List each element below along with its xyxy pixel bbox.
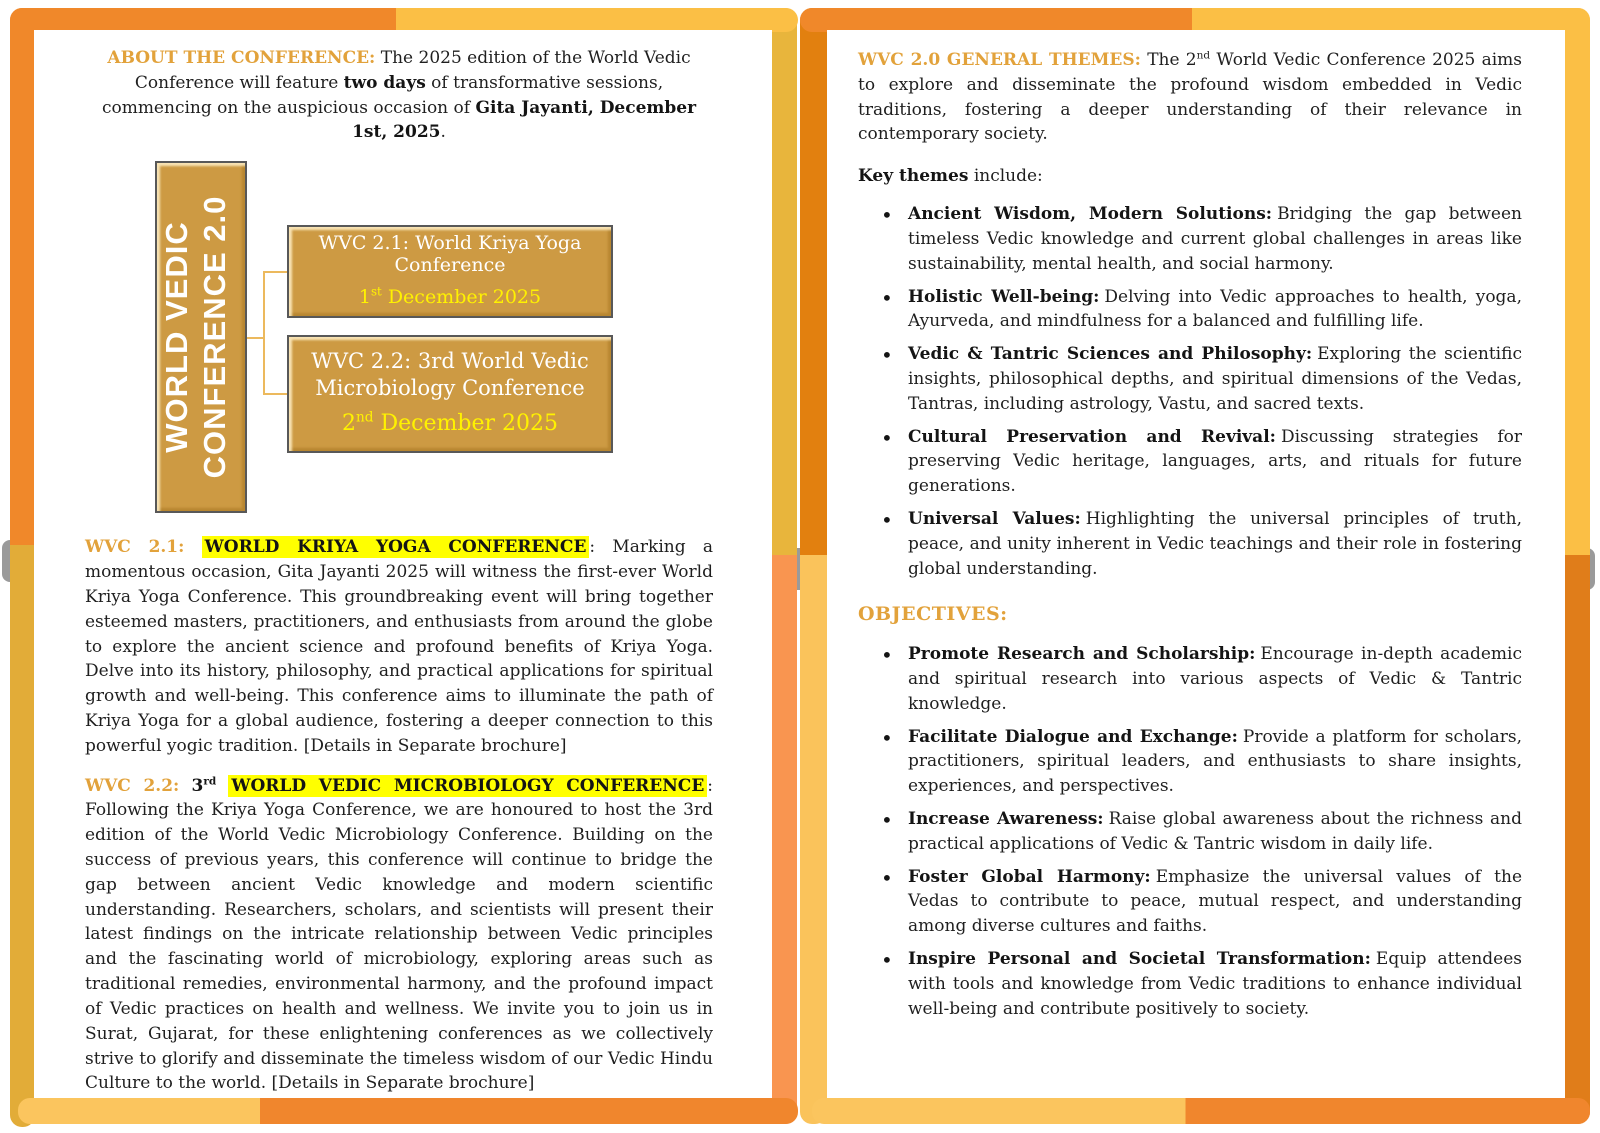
objective-body: Provide a platform for scholars, practitioners, spiritual leaders, and enthusiasts to share insights, experiences, and perspectives. [908,726,1522,797]
objective-body: Encourage in-depth academic and spiritual research into various aspects of Vedic & Tantric knowledge. [908,644,1522,714]
wvc21-section-label: WVC 2.1: [85,537,185,558]
key-themes-rest: include: [968,166,1043,187]
objective-body: Raise global awareness about the richness and practical applications of Vedic & Tantric wisdom in daily life. [908,809,1522,854]
general-themes-text-1: The 2 [1140,50,1197,70]
page1-frame-right-bar [772,8,797,1124]
theme-list-item [908,425,1522,499]
conference-structure-diagram [85,161,713,517]
objective-title: Foster Global Harmony: [908,866,1151,887]
about-text-1: The 2025 edition of the World Vedic Conference will feature [134,48,691,93]
general-themes-text-2: World Vedic Conference 2025 aims to explore and disseminate the profound wisdom embedded in Vedic traditions, fostering a deeper understanding of their relevance in contemporary society. [858,50,1523,145]
theme-list-item [908,342,1522,416]
objective-list-item [908,947,1522,1021]
objective-list-item [908,725,1522,799]
theme-title: Universal Values: [908,509,1081,529]
wvc21-section-paragraph [85,535,713,758]
general-themes-paragraph [858,48,1522,147]
objective-title: Increase Awareness: [908,809,1104,830]
wvc21-highlighted-title: WORLD KRIYA YOGA CONFERENCE [202,536,590,558]
diagram-connector-branch1 [264,271,288,273]
about-bold-gita-jayanti: Gita Jayanti, December 1st, 2025 [352,97,697,143]
wvc21-section-body: : Marking a momentous occasion, Gita Jayanti 2025 will witness the first-ever World Kriya Yoga Conference. This groundbreaking event will bring together esteemed masters, practitioners, and enthusiasts from around the globe to explore the ancient science and profound benefits of Kriya Yoga. Delve into its history, philosophy, and practical applications for spiritual growth and well-being. This conference aims to illuminate the path of Kriya Yoga for a global audience, fostering a deeper connection to this powerful yogic tradition. [Details in Separate brochure] [85,537,713,756]
general-themes-ordinal: nd [1196,49,1211,62]
about-text-2: of transformative sessions, commencing on the auspicious occasion of [101,72,664,118]
objective-body: Emphasize the universal values of the Vedas to contribute to peace, mutual respect, and understanding among diverse cultures and faiths. [908,866,1523,937]
theme-body: Highlighting the universal principles of truth, peace, and unity inherent in Vedic teachings and their role in fostering global understanding. [908,509,1522,579]
diagram-branch-box-wvc21 [287,225,613,318]
page1-frame-top-bar [10,8,798,32]
page2-frame-left-bar [800,8,827,1124]
key-themes-bold: Key themes [858,166,969,187]
objective-body: Equip attendees with tools and knowledge from Vedic traditions to enhance individual well-being and contribute positively to society. [908,949,1522,1019]
diagram-branch-box-wvc22 [287,335,613,453]
wvc22-edition-number: 3rd [191,774,217,796]
page1-frame-bottom-bar [18,1098,798,1124]
wvc21-box-title: WVC 2.1: World Kriya Yoga Conference [318,231,582,277]
diagram-root-label [158,161,244,513]
wvc22-section-paragraph [85,774,713,1097]
key-themes-line [858,164,1522,189]
objectives-list [858,642,1522,1021]
theme-list-item [908,285,1522,335]
objective-list-item [908,807,1522,857]
objective-title: Inspire Personal and Societal Transformation: [908,949,1371,970]
about-bold-two-days: two days [343,72,426,93]
objective-list-item [908,642,1522,716]
theme-title: Ancient Wisdom, Modern Solutions: [908,204,1273,225]
wvc22-box-date: 2nd December 2025 [342,409,558,436]
theme-body: Bridging the gap between timeless Vedic knowledge and current global challenges in areas like sustainability, mental health, and social harmony. [908,204,1522,274]
page1-content [85,46,713,1096]
theme-list-item [908,202,1522,276]
theme-body: Delving into Vedic approaches to health, yoga, Ayurveda, and mindfulness for a balanced and fulfilling life. [908,286,1522,332]
objective-list-item [908,865,1522,939]
diagram-connector-branch2 [264,393,288,395]
wvc22-section-body: : Following the Kriya Yoga Conference, we are honoured to host the 3rd edition of the World Vedic Microbiology Conference. Building on the success of previous years, this conference will continue to bridge the gap between ancient Vedic knowledge and modern scientific understanding. Researchers, scholars, and scientists will present their latest findings on the intricate relationship between Vedic principles and the fascinating world of microbiology, exploring areas such as traditional remedies, environmental harmony, and the profound impact of Vedic practices on health and wellness. We invite you to join us in Surat, Gujarat, for these enlightening conferences as we collectively strive to glorify and disseminate the timeless wisdom of our Vedic Hindu Culture to the world. [Details in Separate brochure] [85,775,714,1094]
diagram-root-label-line2: CONFERENCE 2.0 [196,195,232,479]
page2-frame-top-bar [800,8,1590,32]
diagram-connector-vertical [263,271,265,395]
diagram-connector-stem [247,337,264,339]
about-conference-paragraph [85,46,713,145]
themes-list [858,202,1522,581]
diagram-root-label-line1: WORLD VEDIC [159,221,194,453]
theme-title: Cultural Preservation and Revival: [908,426,1276,447]
wvc22-highlighted-title: WORLD VEDIC MICROBIOLOGY CONFERENCE [228,775,707,797]
theme-title: Holistic Well-being: [908,286,1100,307]
diagram-root-box [155,161,247,513]
page1-frame-left-bar [10,8,35,1127]
objectives-heading: OBJECTIVES: [858,603,1008,626]
theme-title: Vedic & Tantric Sciences and Philosophy: [908,344,1313,365]
about-text-3: . [440,122,446,143]
page2-frame-right-bar [1565,8,1590,1124]
theme-list-item [908,507,1522,581]
theme-body: Discussing strategies for preserving Vedic heritage, languages, arts, and rituals for future generations. [908,426,1522,497]
objective-title: Facilitate Dialogue and Exchange: [908,726,1238,747]
about-conference-heading: ABOUT THE CONFERENCE: [107,48,376,68]
wvc22-section-label: WVC 2.2: [85,775,180,796]
page2-content [858,48,1522,1030]
theme-body: Exploring the scientific insights, philosophical depths, and spiritual dimensions of the Vedas, Tantras, including astrology, Vastu, and sacred texts. [908,344,1522,414]
objective-title: Promote Research and Scholarship: [908,644,1256,665]
general-themes-heading: WVC 2.0 GENERAL THEMES: [858,50,1141,70]
wvc21-box-date: 1st December 2025 [358,284,542,309]
wvc22-box-title: WVC 2.2: 3rd World Vedic Microbiology Conference [311,349,589,400]
page2-frame-bottom-bar [812,1098,1590,1124]
